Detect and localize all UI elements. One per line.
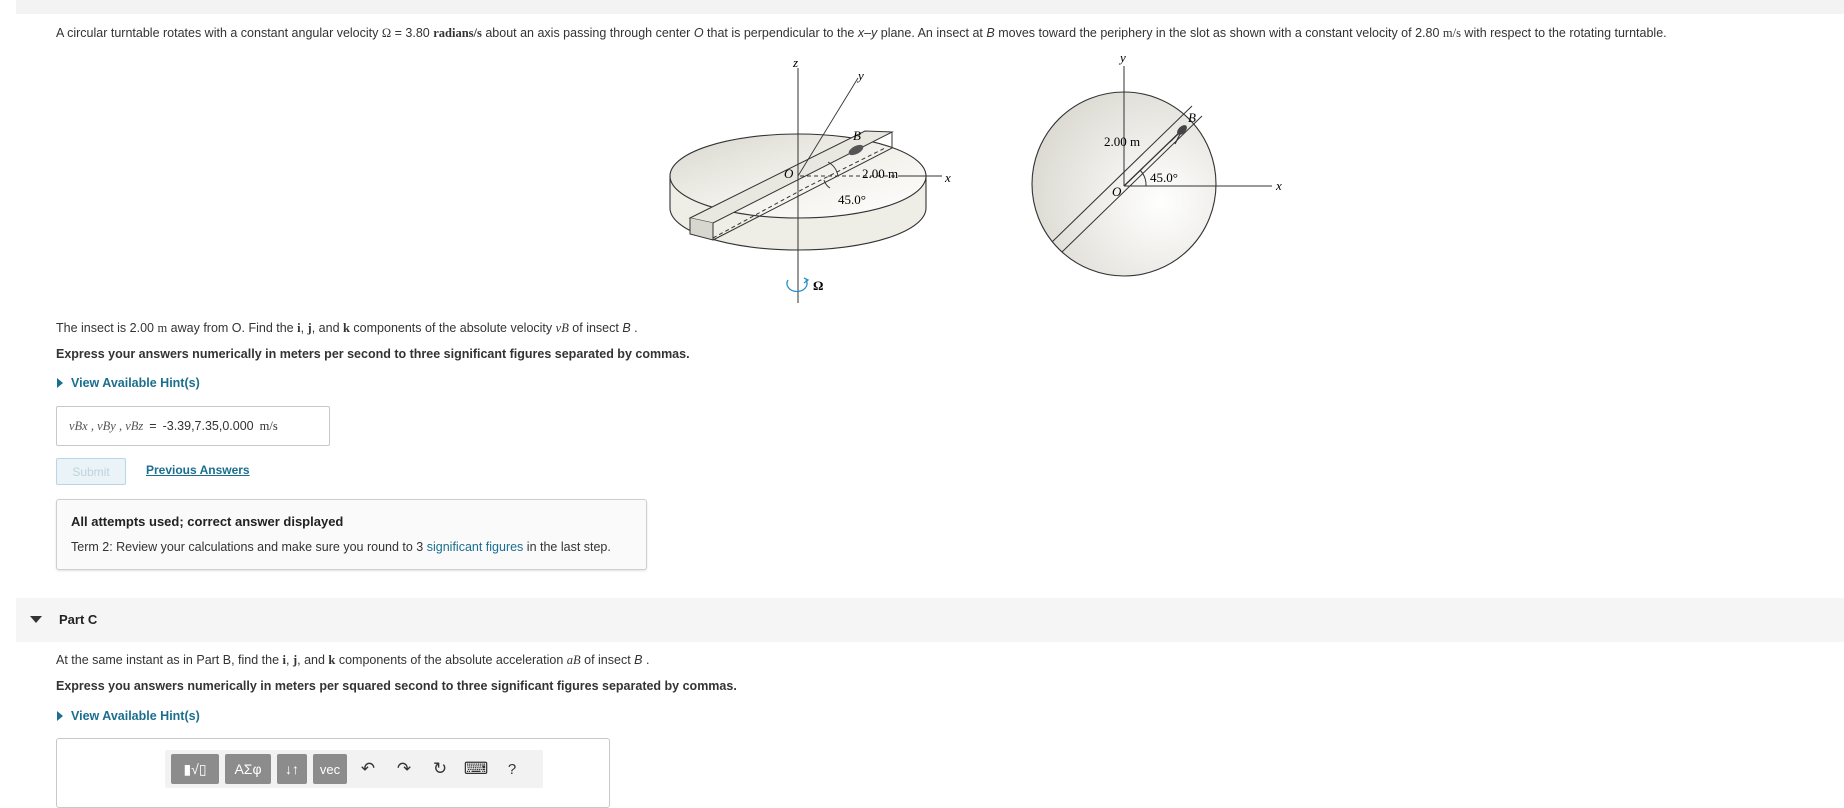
partC-header[interactable]: [16, 598, 1844, 642]
unit-vector-i: i: [282, 653, 286, 667]
problem-statement: [56, 26, 1667, 41]
submit-button[interactable]: Submit: [56, 458, 126, 485]
top-y-axis-label: y: [1120, 50, 1126, 65]
text: = 3.80: [391, 26, 434, 40]
undo-icon[interactable]: ↶: [360, 759, 376, 778]
text: of insect: [568, 321, 623, 335]
distance-label: 2.00 m: [862, 166, 899, 181]
text: components of the absolute velocity: [349, 321, 556, 335]
unit-vector-j: j: [292, 653, 298, 667]
velocity-symbol: vB: [555, 321, 569, 335]
point-B: B: [986, 26, 995, 40]
answer-unit: m/s: [259, 418, 278, 433]
top-x-axis-label: x: [1276, 178, 1282, 193]
text: .: [642, 653, 650, 667]
text: components of the absolute acceleration: [335, 653, 567, 667]
z-axis-label: z: [793, 55, 799, 70]
caret-down-icon: [30, 616, 42, 623]
partB-hint-link[interactable]: [57, 376, 200, 390]
point-B: B: [622, 321, 631, 335]
text: plane. An insect at: [877, 26, 987, 40]
text: away from O. Find the: [167, 321, 298, 335]
text: A circular turntable rotates with a constant angular velocity: [56, 26, 382, 40]
vec-button[interactable]: vec: [313, 754, 347, 784]
answer-label: vBx , vBy , vBz: [69, 418, 144, 433]
caret-right-icon: [57, 711, 63, 721]
keyboard-icon[interactable]: ⌨: [463, 759, 489, 778]
reset-icon[interactable]: ↻: [432, 759, 448, 778]
arrows-button[interactable]: ↓↑: [277, 754, 307, 784]
text: , and: [297, 653, 329, 667]
unit-vector-j: j: [307, 321, 312, 335]
partB-question: [56, 321, 638, 336]
feedback-box: [56, 499, 647, 570]
math-toolbar: [165, 750, 543, 788]
plane: x–y: [857, 26, 878, 40]
feedback-text: [71, 540, 611, 554]
partB-answer-box[interactable]: [56, 406, 330, 446]
redo-icon[interactable]: ↷: [396, 759, 412, 778]
unit: radians/s: [433, 26, 482, 40]
turntable-top-view: [1032, 50, 1282, 276]
unit-vector-k: k: [328, 653, 336, 667]
point-B: B: [634, 653, 643, 667]
caret-right-icon: [57, 378, 63, 388]
partC-instruction: Express you answers numerically in meters per squared second to three significant figures separated by commas.: [56, 679, 737, 693]
top-distance-label: 2.00 m: [1104, 134, 1141, 149]
greek-button[interactable]: ΑΣφ: [225, 754, 271, 784]
text: with respect to the rotating turntable.: [1460, 26, 1667, 40]
x-axis-label: x: [945, 170, 951, 185]
partC-question: [56, 653, 649, 668]
help-icon[interactable]: ?: [507, 760, 517, 778]
point-O: O: [693, 26, 704, 40]
equals-sign: =: [149, 419, 157, 433]
turntable-figure: [660, 50, 1282, 308]
unit: m: [157, 321, 168, 335]
text: in the last step.: [523, 540, 611, 554]
text: , and: [311, 321, 343, 335]
feedback-title: All attempts used; correct answer displayed: [71, 514, 344, 529]
hint-label: View Available Hint(s): [71, 709, 200, 723]
unit-vector-k: k: [343, 321, 350, 335]
text: ,: [300, 321, 308, 335]
top-point-O-label: O: [1112, 184, 1122, 199]
partB-instruction: Express your answers numerically in meters per second to three significant figures separated by commas.: [56, 347, 690, 361]
previous-answers-link[interactable]: Previous Answers: [146, 463, 250, 477]
text: .: [630, 321, 638, 335]
text: ,: [286, 653, 293, 667]
top-strip: [16, 0, 1844, 14]
math-editor[interactable]: [56, 738, 610, 808]
hint-label: View Available Hint(s): [71, 376, 200, 390]
significant-figures-link[interactable]: significant figures: [426, 540, 524, 554]
text: The insect is 2.00: [56, 321, 158, 335]
text: Term 2: Review your calculations and make sure you round to 3: [71, 540, 427, 554]
top-point-B-label: B: [1188, 110, 1196, 125]
text: that is perpendicular to the: [703, 26, 858, 40]
acceleration-symbol: aB: [566, 653, 581, 667]
omega-symbol: Ω: [381, 26, 392, 40]
answer-value: -3.39,7.35,0.000: [162, 419, 254, 433]
omega-label: Ω: [813, 278, 824, 293]
partC-hint-link[interactable]: [57, 709, 200, 723]
point-B-label: B: [853, 128, 861, 143]
angle-label: 45.0°: [838, 192, 866, 207]
y-axis-label: y: [858, 68, 864, 83]
top-angle-label: 45.0°: [1150, 170, 1178, 185]
text: about an axis passing through center: [481, 26, 694, 40]
turntable-3d: [670, 55, 951, 303]
text: of insect: [580, 653, 635, 667]
text: At the same instant as in Part B, find the: [56, 653, 283, 667]
unit-vector-i: i: [297, 321, 301, 335]
text: moves toward the periphery in the slot as shown with a constant velocity of 2.80: [994, 26, 1443, 40]
unit: m/s: [1442, 26, 1461, 40]
templates-button[interactable]: ▮√▯: [171, 754, 219, 784]
partC-label: Part C: [59, 612, 98, 627]
point-O-label: O: [784, 166, 794, 181]
